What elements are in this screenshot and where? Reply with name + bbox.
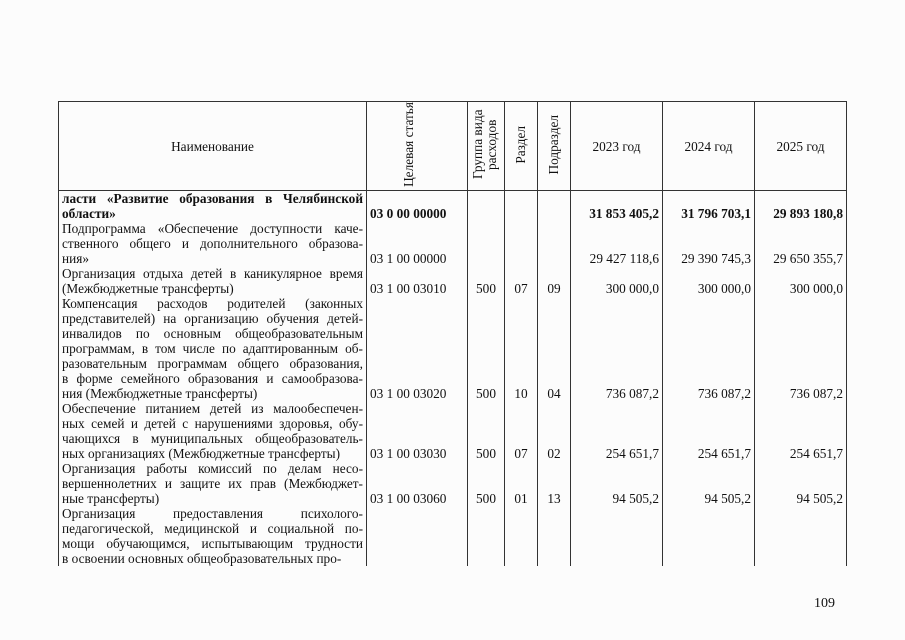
target-article-cell: 03 1 00 03020 [367,296,468,401]
amount-2023-cell: 29 427 118,6 [571,221,663,266]
row-name-line: Организация отдыха детей в каникулярное время [62,266,363,281]
row-name-line: представителей) на организацию обучения детей- [62,311,363,326]
table-row [59,296,847,401]
subsection-cell [538,191,571,222]
row-name-cell [59,506,367,566]
amount-2025-cell: 300 000,0 [755,266,847,296]
row-name-line: в освоении основных общеобразовательных про- [62,551,342,566]
amount-2024-cell: 300 000,0 [663,266,755,296]
expense-group-cell: 500 [468,296,505,401]
amount-2025-cell [755,506,847,566]
row-name-line: ственного общего и дополнительного образова- [62,236,363,251]
section-cell: 07 [505,401,538,461]
header-target-article: Целевая статья [367,102,468,191]
target-article-cell: 03 1 00 03030 [367,401,468,461]
row-name-line: Организация работы комиссий по делам несо- [62,461,363,476]
row-name-line: разовательным программам общего образования, [62,356,363,371]
row-name-cell [59,461,367,506]
section-cell [505,221,538,266]
row-name-line: вершеннолетних и защите их прав (Межбюджет- [62,476,363,491]
row-name-line: Подпрограмма «Обеспечение доступности каче- [62,221,363,236]
amount-2023-cell: 254 651,7 [571,401,663,461]
amount-2023-cell: 94 505,2 [571,461,663,506]
section-cell: 07 [505,266,538,296]
amount-2024-cell [663,506,755,566]
amount-2025-cell: 29 893 180,8 [755,191,847,222]
header-2025: 2025 год [755,102,847,191]
budget-table [58,101,847,566]
expense-group-cell [468,221,505,266]
target-article-cell: 03 0 00 00000 [367,191,468,222]
row-name-line: ния» [62,251,89,266]
subsection-cell: 02 [538,401,571,461]
table-header-row [59,102,847,191]
row-name-line: области» [62,206,116,221]
header-expense-group: Группа вида расходов [468,102,505,191]
subsection-cell [538,506,571,566]
table-row [59,266,847,296]
amount-2024-cell: 94 505,2 [663,461,755,506]
row-name-line: ласти «Развитие образования в Челябинской [62,191,363,206]
amount-2023-cell: 300 000,0 [571,266,663,296]
amount-2025-cell: 736 087,2 [755,296,847,401]
subsection-cell: 04 [538,296,571,401]
row-name-line: мощи обучающимся, испытывающим трудности [62,536,363,551]
section-cell: 10 [505,296,538,401]
target-article-cell: 03 1 00 00000 [367,221,468,266]
expense-group-cell [468,191,505,222]
header-name: Наименование [59,102,367,191]
subsection-cell [538,221,571,266]
table-row [59,506,847,566]
table-row [59,401,847,461]
target-article-cell: 03 1 00 03010 [367,266,468,296]
row-name-line: Компенсация расходов родителей (законных [62,296,363,311]
table-body [59,191,847,567]
subsection-cell: 13 [538,461,571,506]
amount-2025-cell: 254 651,7 [755,401,847,461]
amount-2023-cell: 736 087,2 [571,296,663,401]
row-name-line: чающихся в муниципальных общеобразователь- [62,431,363,446]
row-name-line: ния (Межбюджетные трансферты) [62,386,258,401]
row-name-cell [59,191,367,222]
header-subsection: Подраздел [538,102,571,191]
header-2024: 2024 год [663,102,755,191]
row-name-line: инвалидов по основным общеобразовательным [62,326,363,341]
row-name-line: ных семей и детей с нарушениями здоровья, обу- [62,416,363,431]
row-name-line: педагогической, медицинской и социальной по- [62,521,363,536]
amount-2024-cell: 736 087,2 [663,296,755,401]
row-name-line: ных организациях (Межбюджетные трансферты) [62,446,341,461]
amount-2024-cell: 29 390 745,3 [663,221,755,266]
section-cell [505,191,538,222]
row-name-cell [59,296,367,401]
amount-2025-cell: 94 505,2 [755,461,847,506]
expense-group-cell [468,506,505,566]
target-article-cell: 03 1 00 03060 [367,461,468,506]
section-cell: 01 [505,461,538,506]
expense-group-cell: 500 [468,266,505,296]
amount-2024-cell: 254 651,7 [663,401,755,461]
header-2023: 2023 год [571,102,663,191]
row-name-cell [59,266,367,296]
table-row [59,221,847,266]
expense-group-cell: 500 [468,401,505,461]
row-name-cell [59,221,367,266]
table-row [59,191,847,222]
row-name-line: Обеспечение питанием детей из малообеспечен- [62,401,363,416]
row-name-line: в форме семейного образования и самообразова- [62,371,363,386]
row-name-line: ные трансферты) [62,491,160,506]
section-cell [505,506,538,566]
subsection-cell: 09 [538,266,571,296]
expense-group-cell: 500 [468,461,505,506]
row-name-cell [59,401,367,461]
header-section: Раздел [505,102,538,191]
amount-2023-cell: 31 853 405,2 [571,191,663,222]
amount-2025-cell: 29 650 355,7 [755,221,847,266]
target-article-cell [367,506,468,566]
row-name-line: (Межбюджетные трансферты) [62,281,234,296]
table-row [59,461,847,506]
amount-2024-cell: 31 796 703,1 [663,191,755,222]
page-number: 109 [814,596,835,611]
row-name-line: Организация предоставления психолого- [62,506,363,521]
row-name-line: программам, в том числе по адаптированным об- [62,341,363,356]
amount-2023-cell [571,506,663,566]
